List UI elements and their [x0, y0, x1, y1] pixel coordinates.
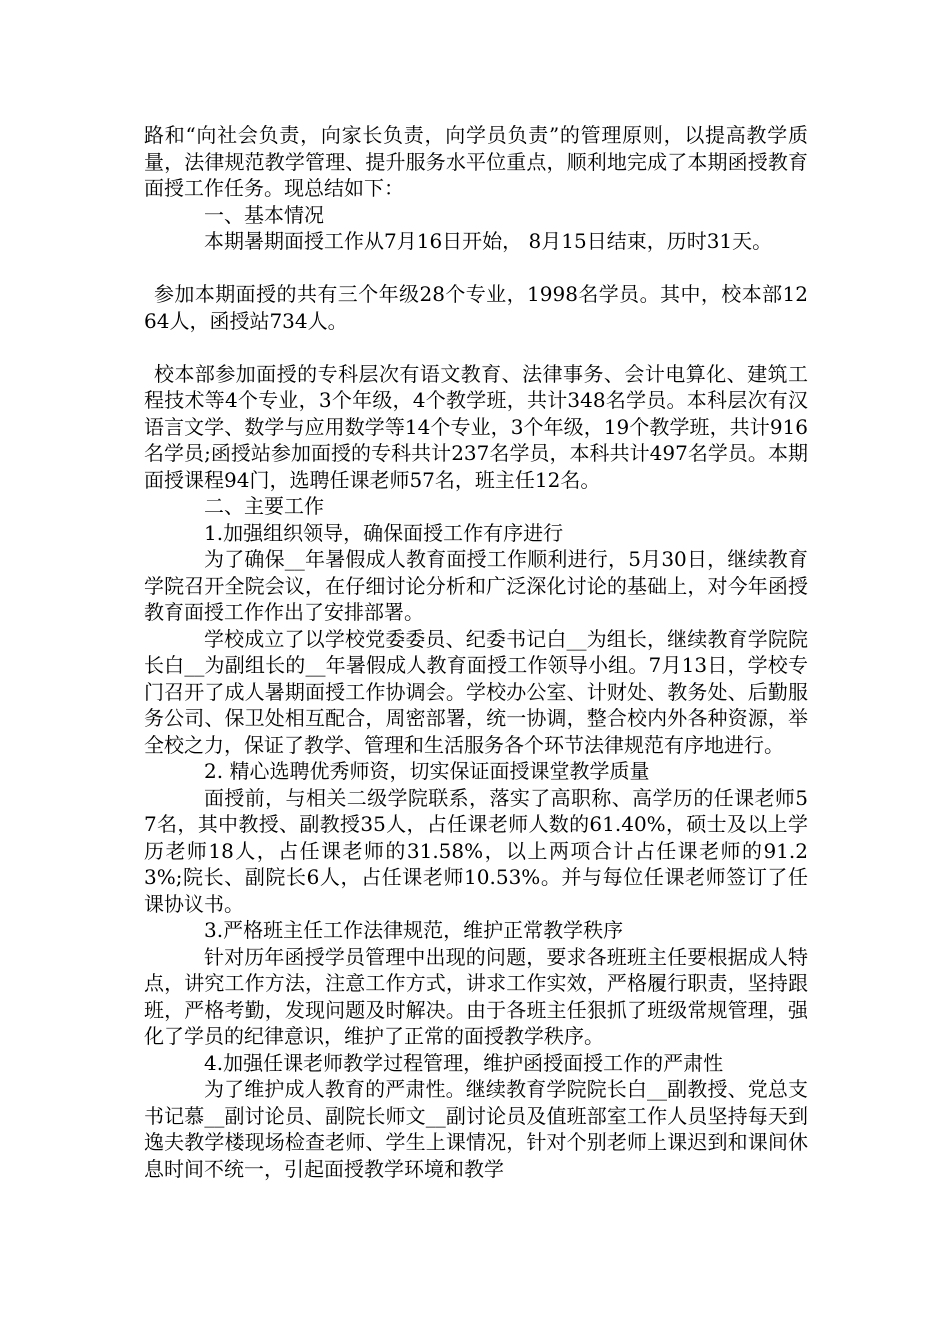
- paragraph-class-management: 针对历年函授学员管理中出现的问题，要求各班班主任要根据成人特点，讲究工作方法，注意工作方式，讲求工作实效，严格履行职责，坚持跟班，严格考勤，发现问题及时解决。由于各班主任狠抓了班级常规管理，强化了学员的纪律意识，维护了正常的面授教学秩序。: [144, 944, 808, 1048]
- paragraph-meeting: 为了确保__年暑假成人教育面授工作顺利进行，5月30日，继续教育学院召开全院会议，在仔细讨论分析和广泛深化讨论的基础上，对今年函授教育面授工作作出了安排部署。: [144, 547, 808, 624]
- paragraph-teacher-stats: 面授前，与相关二级学院联系，落实了高职称、高学历的任课老师57名，其中教授、副教授35人，占任课老师人数的61.40%，硕士及以上学历老师18人，占任课老师的31.58%，以上两项合计占任课老师的91.23%;院长、副院长6人，占任课老师10.53%。并与每位任课老师签订了任课协议书。: [144, 785, 808, 916]
- paragraph-leadership-group: 学校成立了以学校党委委员、纪委书记白__为组长，继续教育学院院长白__为副组长的__年暑假成人教育面授工作领导小组。7月13日，学校专门召开了成人暑期面授工作协调会。学校办公室、计财处、教务处、后勤服务公司、保卫处相互配合，周密部署，统一协调，整合校内外各种资源，举全校之力，保证了教学、管理和生活服务各个环节法律规范有序地进行。: [144, 626, 808, 757]
- paragraph-campus-levels: 校本部参加面授的专科层次有语文教育、法律事务、会计电算化、建筑工程技术等4个专业，3个年级，4个教学班，共计348名学员。本科层次有汉语言文学、数学与应用数学等14个专业，3个年级，19个教学班，共计916名学员;函授站参加面授的专科共计237名学员，本科共计497名学员。本期面授课程94门，选聘任课老师57名，班主任12名。: [144, 361, 808, 492]
- paragraph-participants: 参加本期面授的共有三个年级28个专业，1998名学员。其中，校本部1264人，函授站734人。: [144, 282, 808, 333]
- paragraph-period: 本期暑期面授工作从7月16日开始， 8月15日结束，历时31天。: [204, 229, 773, 253]
- subheading-organization: 1.加强组织领导，确保面授工作有序进行: [204, 520, 564, 545]
- subheading-process-management: 4.加强任课老师教学过程管理，维护函授面授工作的严肃性: [204, 1050, 724, 1075]
- subheading-teachers: 2. 精心选聘优秀师资，切实保证面授课堂教学质量: [204, 759, 650, 783]
- heading-basic-situation: 一、基本情况: [204, 202, 324, 227]
- paragraph-intro: 路和“向社会负责，向家长负责，向学员负责”的管理原则，以提高教学质量，法律规范教学管理、提升服务水平位重点，顺利地完成了本期函授教育面授工作任务。现总结如下：: [144, 123, 808, 200]
- heading-main-work: 二、主要工作: [204, 494, 324, 518]
- paragraph-inspection: 为了维护成人教育的严肃性。继续教育学院院长白__副教授、党总支书记慕__副讨论员、副院长师文__副讨论员及值班部室工作人员坚持每天到逸夫教学楼现场检查老师、学生上课情况，针对个别老师上课迟到和课间休息时间不统一，引起面授教学环境和教学: [144, 1077, 808, 1181]
- document-body: [144, 122, 808, 1182]
- subheading-class-teachers: 3.严格班主任工作法律规范，维护正常教学秩序: [204, 918, 624, 942]
